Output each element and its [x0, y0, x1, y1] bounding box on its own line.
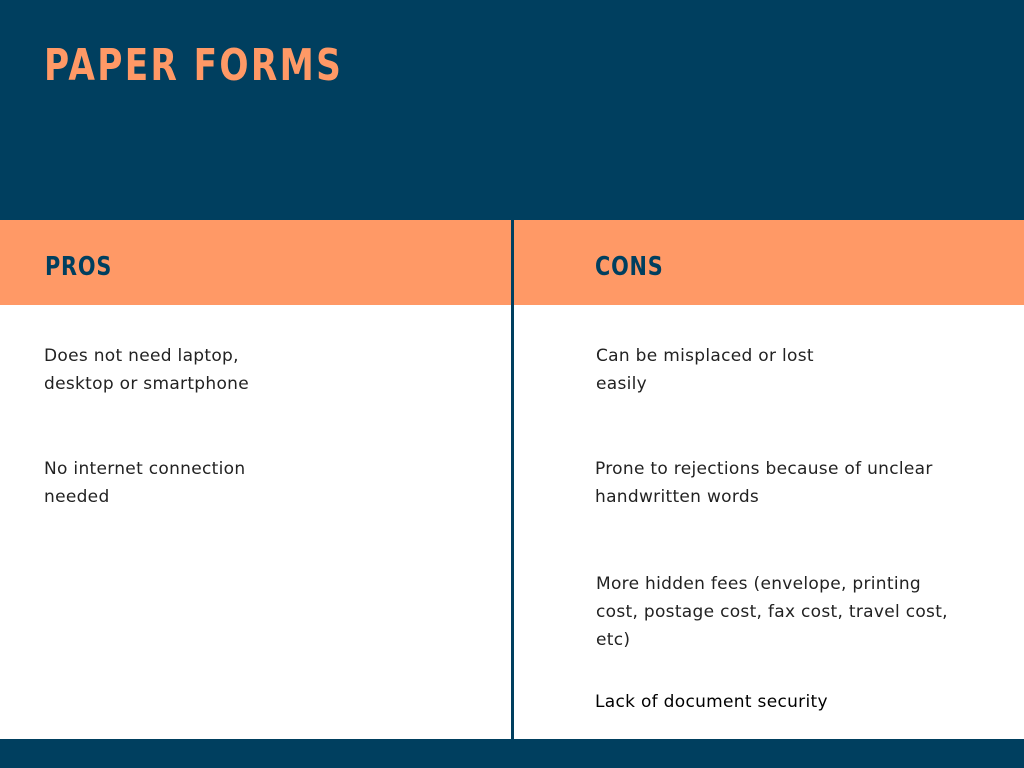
pros-item: No internet connection needed [44, 459, 246, 507]
page-title: PAPER FORMS [44, 40, 344, 91]
pros-heading: PROS [45, 252, 113, 282]
cons-item: More hidden fees (envelope, printing cost, postage cost, fax cost, travel cost, etc) [596, 574, 948, 650]
footer-band [0, 739, 1024, 768]
cons-heading: CONS [595, 252, 664, 282]
cons-item: Can be misplaced or lost easily [596, 346, 814, 394]
cons-item: Prone to rejections because of unclear handwritten words [595, 459, 933, 507]
cons-item: Lack of document security [595, 692, 828, 712]
header-band [0, 0, 1024, 220]
column-divider [511, 220, 514, 740]
pros-item: Does not need laptop, desktop or smartphone [44, 346, 249, 394]
